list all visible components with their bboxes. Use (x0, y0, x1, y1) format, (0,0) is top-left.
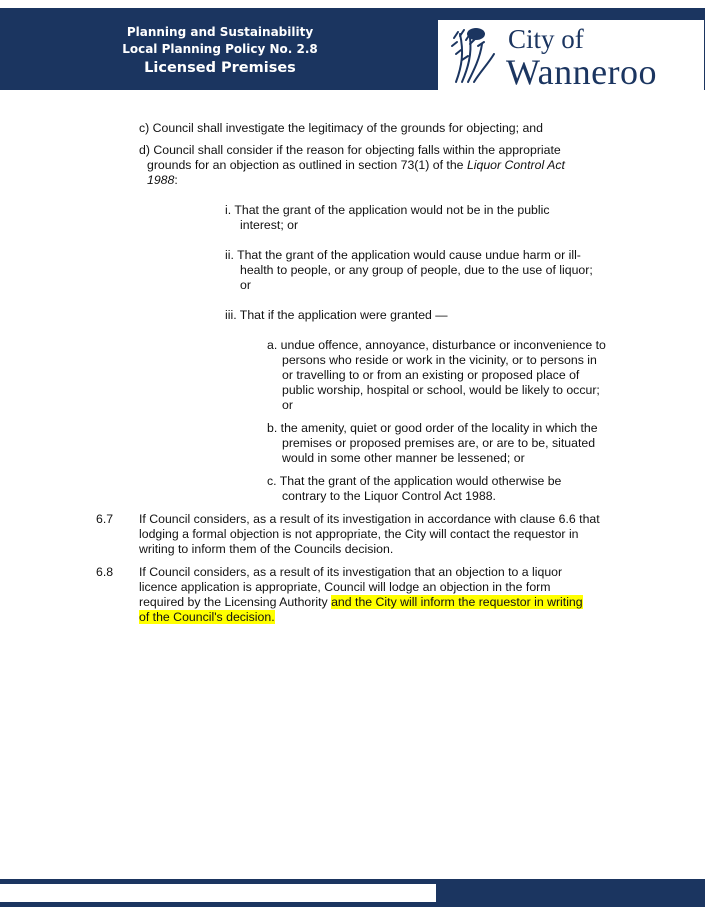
act-name: Liquor Control Act 1988 (147, 158, 565, 187)
logo-text-city-of: City of (508, 24, 584, 54)
policy-number: Local Planning Policy No. 2.8 (122, 42, 318, 56)
page-footer-strip (0, 884, 436, 902)
item-d-end: : (174, 173, 178, 187)
item-c: c) Council shall investigate the legitimacy of the grounds for objecting; and (139, 121, 543, 135)
clause-6-7: If Council considers, as a result of its investigation in accordance with clause 6.6 that lodging a formal objection is not appropriate, the City will contact the requestor in writing to inform them of the Councils decision. (139, 512, 600, 556)
page-header (0, 8, 705, 90)
roman-i: i. That the grant of the application would not be in the public interest; or (225, 203, 550, 232)
roman-iii: iii. That if the application were granted — (225, 308, 448, 322)
logo-text-wanneroo: Wanneroo (506, 52, 658, 92)
item-d (139, 143, 599, 188)
clause-number-6-7: 6.7 (96, 512, 114, 526)
highlighted-text: and the City will inform the requestor in writing of the Council's decision. (139, 595, 583, 624)
clause-6-8 (139, 565, 589, 625)
header-title-block (110, 24, 330, 77)
clause-number-6-8: 6.8 (96, 565, 114, 579)
policy-title: Licensed Premises (144, 60, 296, 76)
alpha-a: a. undue offence, annoyance, disturbance or inconvenience to persons who reside or work in the vicinity, or to persons in or travelling to or from an existing or proposed place of public worship, hospital or school, would be likely to occur; or (267, 338, 606, 412)
city-logo (438, 20, 704, 91)
alpha-c: c. That the grant of the application would otherwise be contrary to the Liquor Control Act 1988. (267, 474, 562, 503)
clause-6-8-text: If Council considers, as a result of its investigation that an objection to a liquor licence application is appropriate, Council will lodge an objection in the form required by the Licensing Authority (139, 565, 563, 609)
item-d-text: d) Council shall consider if the reason for objecting falls within the appropriate grounds for an objection as outlined in section 73(1) of the (139, 143, 561, 172)
department-name: Planning and Sustainability (126, 25, 314, 39)
roman-ii: ii. That the grant of the application would cause undue harm or ill-health to people, or any group of people, due to the use of liquor; or (225, 248, 593, 292)
alpha-b: b. the amenity, quiet or good order of the locality in which the premises or proposed premises are, or are to be, situated would in some other manner be lessened; or (267, 421, 598, 465)
banksia-logo-icon (448, 24, 500, 86)
